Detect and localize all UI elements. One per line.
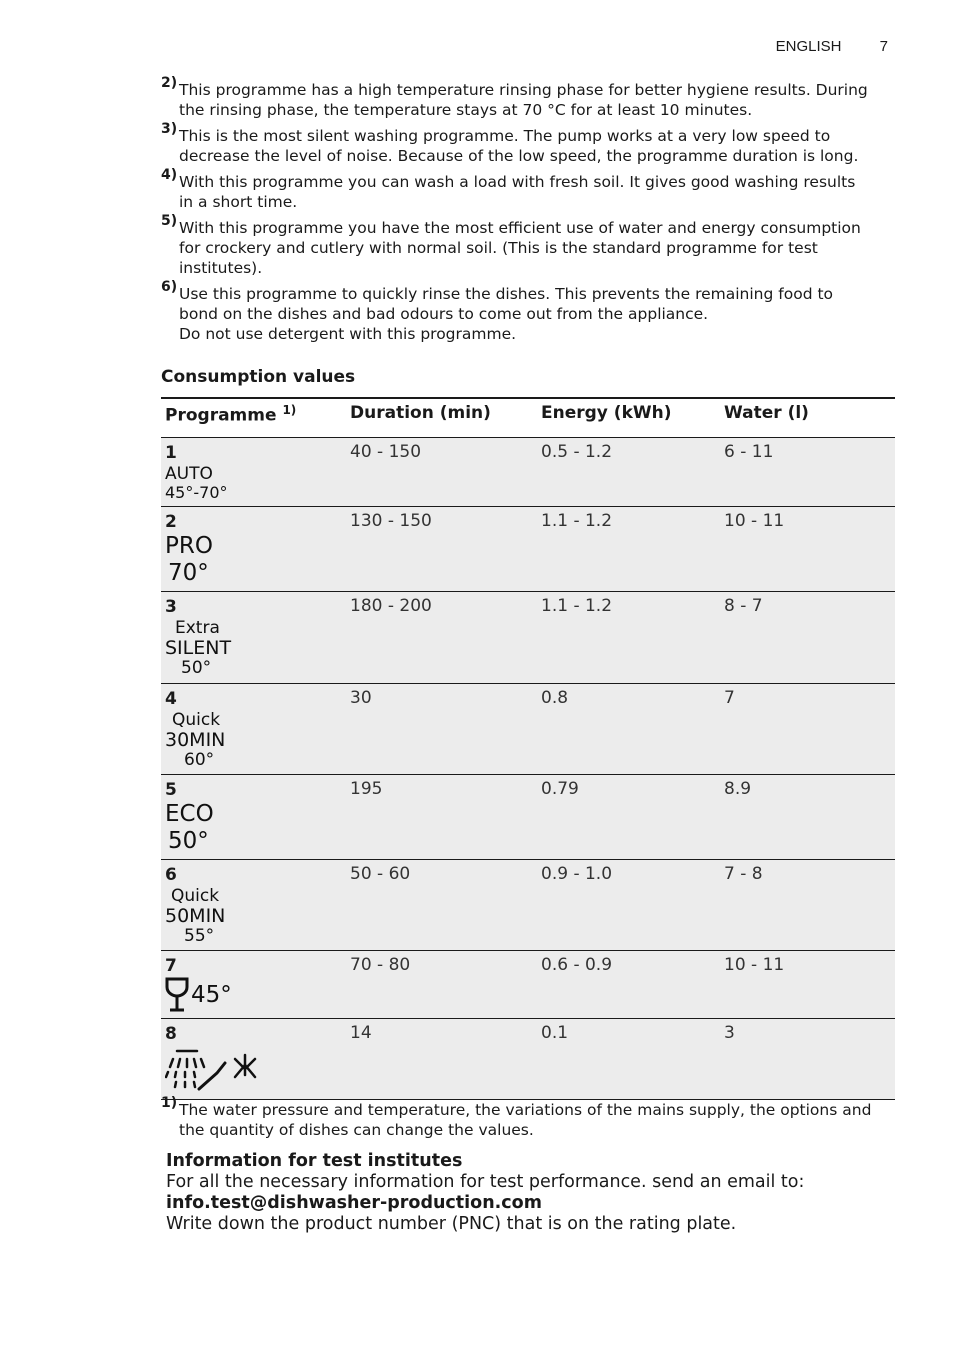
note-line: Do not use detergent with this programme. <box>179 325 517 343</box>
note-number: 4) <box>161 167 178 183</box>
programme-number: 4 <box>165 689 177 709</box>
note-2 <box>161 75 897 120</box>
programme-number: 7 <box>165 956 177 976</box>
duration-cell: 14 <box>346 1019 537 1100</box>
programme-label: 50MIN <box>165 905 226 927</box>
energy-cell: 0.79 <box>537 775 720 860</box>
test-institutes-info <box>166 1151 804 1235</box>
programme-label: 30MIN <box>165 729 226 751</box>
table-header-row <box>161 398 895 438</box>
footnote-1 <box>161 1095 897 1140</box>
programme-cell <box>161 860 346 951</box>
table-row <box>161 775 895 860</box>
note-line: The water pressure and temperature, the variations of the mains supply, the options and <box>179 1101 872 1119</box>
energy-cell: 0.8 <box>537 684 720 775</box>
glass-icon <box>165 977 189 1013</box>
footnotes-list <box>161 75 897 350</box>
section-title: Consumption values <box>161 367 356 387</box>
duration-cell: 40 - 150 <box>346 438 537 507</box>
note-3 <box>161 121 897 166</box>
energy-cell: 0.9 - 1.0 <box>537 860 720 951</box>
header-duration: Duration (min) <box>346 398 537 438</box>
note-line: With this programme you have the most efficient use of water and energy consumption <box>179 219 861 237</box>
note-number: 2) <box>161 75 178 91</box>
info-line: Write down the product number (PNC) that is on the rating plate. <box>166 1214 737 1234</box>
programme-cell <box>161 438 346 507</box>
header-programme-label: Programme <box>165 405 277 426</box>
info-email: info.test@dishwasher-production.com <box>166 1193 542 1213</box>
programme-temp: 60° <box>184 750 215 770</box>
page-number: 7 <box>879 38 888 55</box>
water-cell: 10 - 11 <box>720 951 895 1019</box>
duration-cell: 50 - 60 <box>346 860 537 951</box>
note-line: Use this programme to quickly rinse the dishes. This prevents the remaining food to <box>179 285 834 303</box>
programme-temp: 45°-70° <box>165 483 228 502</box>
energy-cell: 0.6 - 0.9 <box>537 951 720 1019</box>
programme-cell <box>161 775 346 860</box>
programme-label: Quick <box>171 886 220 906</box>
note-4 <box>161 167 897 212</box>
header-programme <box>161 398 346 438</box>
programme-label: Extra <box>175 618 220 638</box>
table-footnote <box>161 1095 897 1146</box>
programme-cell <box>161 507 346 592</box>
programme-label: AUTO <box>165 464 213 484</box>
duration-cell: 180 - 200 <box>346 592 537 684</box>
water-cell: 7 - 8 <box>720 860 895 951</box>
water-cell: 8.9 <box>720 775 895 860</box>
table-row <box>161 438 895 507</box>
programme-label: Quick <box>172 710 221 730</box>
note-line: This is the most silent washing programme. The pump works at a very low speed to <box>179 127 831 145</box>
table-row <box>161 860 895 951</box>
duration-cell: 30 <box>346 684 537 775</box>
water-cell: 7 <box>720 684 895 775</box>
programme-temp: 55° <box>184 926 215 946</box>
header-footnote-ref: 1) <box>282 403 297 417</box>
water-cell: 10 - 11 <box>720 507 895 592</box>
programme-number: 5 <box>165 780 177 800</box>
programme-number: 8 <box>165 1024 177 1044</box>
programme-symbol <box>165 977 342 1013</box>
note-line: decrease the level of noise. Because of the low speed, the programme duration is long. <box>179 147 859 165</box>
programme-number: 2 <box>165 512 177 532</box>
table-row <box>161 1019 895 1100</box>
page-header <box>776 38 888 55</box>
energy-cell: 1.1 - 1.2 <box>537 507 720 592</box>
programme-temp: 70° <box>168 560 209 586</box>
energy-cell: 0.1 <box>537 1019 720 1100</box>
consumption-table <box>161 397 895 1100</box>
programme-cell <box>161 1019 346 1100</box>
water-cell: 3 <box>720 1019 895 1100</box>
note-number: 3) <box>161 121 178 137</box>
note-line: the quantity of dishes can change the values. <box>179 1121 534 1139</box>
programme-temp: 50° <box>181 658 212 678</box>
programme-label: PRO <box>165 533 213 559</box>
note-line: institutes). <box>179 259 263 277</box>
note-line: the rinsing phase, the temperature stays at 70 °C for at least 10 minutes. <box>179 101 753 119</box>
language-label: ENGLISH <box>775 38 842 55</box>
note-5 <box>161 213 897 278</box>
programme-temp: 45° <box>191 981 232 1008</box>
note-number: 5) <box>161 213 178 229</box>
water-cell: 6 - 11 <box>720 438 895 507</box>
duration-cell: 195 <box>346 775 537 860</box>
note-number: 1) <box>161 1095 178 1111</box>
note-line: bond on the dishes and bad odours to come out from the appliance. <box>179 305 709 323</box>
table-row <box>161 951 895 1019</box>
note-line: for crockery and cutlery with normal soil. (This is the standard programme for test <box>179 239 818 257</box>
programme-number: 3 <box>165 597 177 617</box>
programme-number: 1 <box>165 443 177 463</box>
energy-cell: 0.5 - 1.2 <box>537 438 720 507</box>
programme-temp: 50° <box>168 828 209 854</box>
note-line: With this programme you can wash a load with fresh soil. It gives good washing results <box>179 173 856 191</box>
programme-number: 6 <box>165 865 177 885</box>
programme-cell <box>161 684 346 775</box>
rinse-hold-icon <box>165 1045 265 1095</box>
duration-cell: 130 - 150 <box>346 507 537 592</box>
note-line: in a short time. <box>179 193 298 211</box>
info-title: Information for test institutes <box>166 1151 463 1171</box>
header-energy: Energy (kWh) <box>537 398 720 438</box>
programme-label: SILENT <box>165 637 232 659</box>
note-line: This programme has a high temperature rinsing phase for better hygiene results. During <box>179 81 868 99</box>
table-row <box>161 507 895 592</box>
programme-cell <box>161 951 346 1019</box>
info-line: For all the necessary information for test performance. send an email to: <box>166 1172 805 1192</box>
note-6 <box>161 279 897 344</box>
header-water: Water (l) <box>720 398 895 438</box>
note-number: 6) <box>161 279 178 295</box>
water-cell: 8 - 7 <box>720 592 895 684</box>
programme-label: ECO <box>165 801 214 827</box>
table-row <box>161 684 895 775</box>
duration-cell: 70 - 80 <box>346 951 537 1019</box>
table-row <box>161 592 895 684</box>
energy-cell: 1.1 - 1.2 <box>537 592 720 684</box>
programme-cell <box>161 592 346 684</box>
